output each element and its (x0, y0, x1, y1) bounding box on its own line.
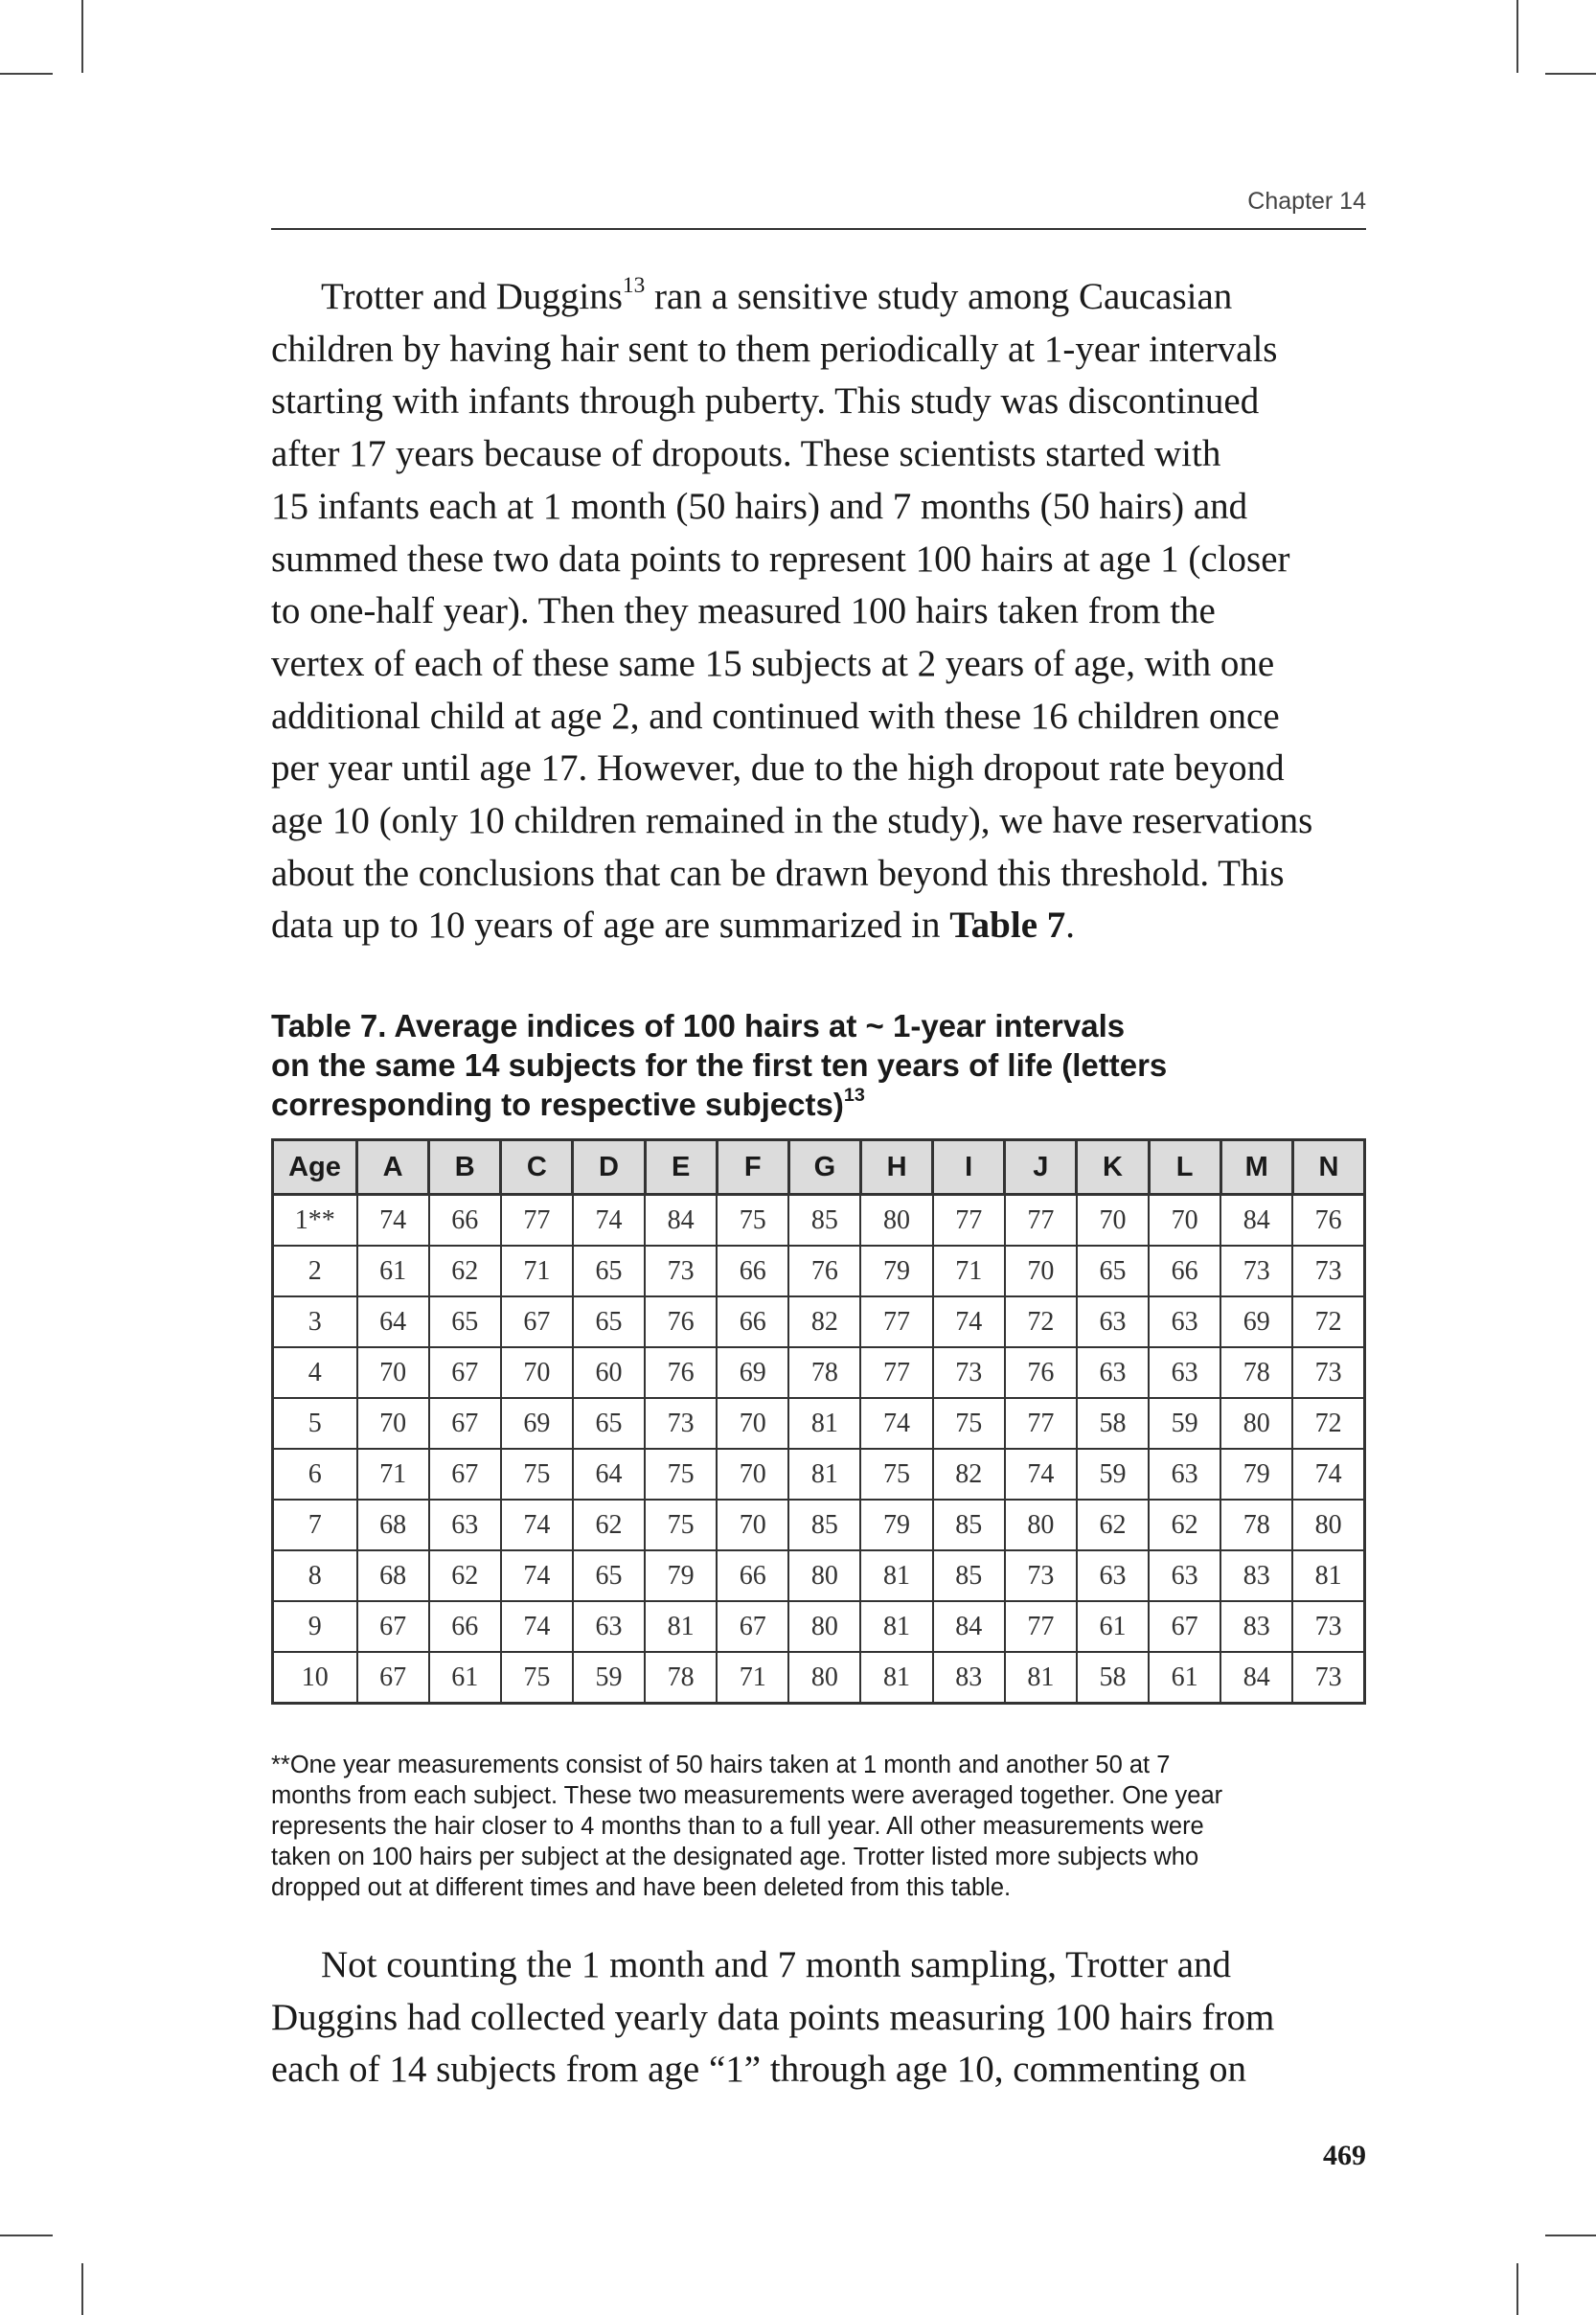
index-cell: 76 (645, 1296, 717, 1347)
footnote-line: dropped out at different times and have been deleted from this table. (271, 1874, 1012, 1901)
index-cell: 69 (717, 1347, 788, 1398)
index-cell: 72 (1005, 1296, 1077, 1347)
index-cell: 63 (1149, 1550, 1220, 1601)
index-cell: 75 (645, 1500, 717, 1550)
index-cell: 65 (573, 1550, 645, 1601)
index-cell: 77 (1005, 1601, 1077, 1652)
index-cell: 81 (860, 1601, 932, 1652)
index-cell: 85 (933, 1550, 1005, 1601)
header-cell-subject: J (1005, 1140, 1077, 1195)
index-cell: 80 (1005, 1500, 1077, 1550)
index-cell: 85 (788, 1195, 860, 1247)
index-cell: 63 (1077, 1296, 1149, 1347)
index-cell: 74 (1292, 1449, 1364, 1500)
index-cell: 81 (788, 1449, 860, 1500)
text-line: about the conclusions that can be drawn beyond this threshold. This (271, 852, 1285, 894)
index-cell: 73 (1292, 1347, 1364, 1398)
paragraph-2 (271, 1939, 1373, 2097)
index-cell: 62 (1149, 1500, 1220, 1550)
index-cell: 64 (573, 1449, 645, 1500)
header-cell-subject: K (1077, 1140, 1149, 1195)
index-cell: 60 (573, 1347, 645, 1398)
index-cell: 69 (1220, 1296, 1292, 1347)
index-cell: 84 (1220, 1652, 1292, 1704)
text-line: vertex of each of these same 15 subjects at 2 years of age, with one (271, 642, 1275, 684)
index-cell: 81 (860, 1550, 932, 1601)
header-cell-subject: H (860, 1140, 932, 1195)
age-cell: 8 (273, 1550, 357, 1601)
index-cell: 85 (933, 1500, 1005, 1550)
index-cell: 70 (1149, 1195, 1220, 1247)
index-cell: 75 (501, 1652, 573, 1704)
table-row (273, 1500, 1365, 1550)
age-cell: 1** (273, 1195, 357, 1247)
index-cell: 83 (1220, 1550, 1292, 1601)
caption-line: on the same 14 subjects for the first ten years of life (letters (271, 1047, 1168, 1083)
index-cell: 70 (717, 1449, 788, 1500)
index-cell: 77 (860, 1347, 932, 1398)
age-cell: 6 (273, 1449, 357, 1500)
index-cell: 65 (573, 1296, 645, 1347)
table-row (273, 1246, 1365, 1296)
index-cell: 63 (1077, 1347, 1149, 1398)
index-cell: 63 (573, 1601, 645, 1652)
text-line: Trotter and Duggins$^{13}$ ran a sensitive study among Caucasian (321, 272, 1233, 317)
index-cell: 70 (357, 1347, 429, 1398)
text-line: Not counting the 1 month and 7 month sampling, Trotter and (321, 1944, 1232, 1985)
index-cell: 68 (357, 1550, 429, 1601)
index-cell: 77 (501, 1195, 573, 1247)
crop-mark (1545, 73, 1596, 75)
index-cell: 74 (573, 1195, 645, 1247)
index-cell: 63 (1149, 1449, 1220, 1500)
index-cell: 81 (860, 1652, 932, 1704)
index-cell: 80 (788, 1550, 860, 1601)
footnote-line: represents the hair closer to 4 months than to a full year. All other measurements were (271, 1813, 1204, 1840)
index-cell: 64 (357, 1296, 429, 1347)
table-row (273, 1652, 1365, 1704)
header-cell-subject: B (429, 1140, 501, 1195)
index-cell: 84 (645, 1195, 717, 1247)
index-cell: 76 (1292, 1195, 1364, 1247)
index-cell: 62 (573, 1500, 645, 1550)
index-cell: 65 (573, 1398, 645, 1449)
index-cell: 82 (788, 1296, 860, 1347)
index-cell: 76 (645, 1347, 717, 1398)
index-cell: 84 (933, 1601, 1005, 1652)
age-cell: 7 (273, 1500, 357, 1550)
index-cell: 81 (788, 1398, 860, 1449)
table-row (273, 1296, 1365, 1347)
index-cell: 81 (645, 1601, 717, 1652)
index-cell: 66 (717, 1550, 788, 1601)
index-cell: 72 (1292, 1398, 1364, 1449)
index-cell: 81 (1292, 1550, 1364, 1601)
data-table (271, 1138, 1366, 1705)
age-cell: 4 (273, 1347, 357, 1398)
table-row (273, 1195, 1365, 1247)
index-cell: 71 (357, 1449, 429, 1500)
index-cell: 67 (1149, 1601, 1220, 1652)
index-cell: 73 (933, 1347, 1005, 1398)
index-cell: 74 (1005, 1449, 1077, 1500)
header-cell-subject: C (501, 1140, 573, 1195)
index-cell: 70 (717, 1398, 788, 1449)
crop-mark (0, 73, 53, 75)
index-cell: 61 (357, 1246, 429, 1296)
index-cell: 76 (1005, 1347, 1077, 1398)
index-cell: 75 (645, 1449, 717, 1500)
index-cell: 82 (933, 1449, 1005, 1500)
index-cell: 66 (1149, 1246, 1220, 1296)
table-reference: Table 7 (949, 905, 1066, 947)
index-cell: 78 (1220, 1500, 1292, 1550)
index-cell: 80 (1292, 1500, 1364, 1550)
age-cell: 9 (273, 1601, 357, 1652)
index-cell: 72 (1292, 1296, 1364, 1347)
table-caption (271, 1006, 1373, 1124)
index-cell: 75 (501, 1449, 573, 1500)
reference-superscript: 13 (622, 272, 646, 298)
index-cell: 67 (357, 1652, 429, 1704)
index-cell: 62 (429, 1550, 501, 1601)
index-cell: 58 (1077, 1398, 1149, 1449)
index-cell: 80 (1220, 1398, 1292, 1449)
index-cell: 74 (501, 1550, 573, 1601)
crop-mark (81, 2263, 83, 2315)
index-cell: 73 (1220, 1246, 1292, 1296)
index-cell: 76 (788, 1246, 860, 1296)
index-cell: 66 (429, 1601, 501, 1652)
index-cell: 71 (933, 1246, 1005, 1296)
index-cell: 77 (933, 1195, 1005, 1247)
index-cell: 62 (1077, 1500, 1149, 1550)
header-cell-subject: M (1220, 1140, 1292, 1195)
index-cell: 74 (501, 1500, 573, 1550)
table-row (273, 1550, 1365, 1601)
text-line: per year until age 17. However, due to the high dropout rate beyond (271, 747, 1285, 790)
index-cell: 69 (501, 1398, 573, 1449)
header-cell-subject: A (357, 1140, 429, 1195)
index-cell: 80 (788, 1601, 860, 1652)
index-cell: 65 (573, 1246, 645, 1296)
footnote-line: months from each subject. These two measurements were averaged together. One year (271, 1782, 1223, 1809)
index-cell: 84 (1220, 1195, 1292, 1247)
index-cell: 63 (1149, 1296, 1220, 1347)
crop-mark (1545, 2235, 1596, 2236)
table-header-row (273, 1140, 1365, 1195)
header-cell-subject: G (788, 1140, 860, 1195)
index-cell: 62 (429, 1246, 501, 1296)
index-cell: 77 (1005, 1195, 1077, 1247)
index-cell: 73 (1292, 1246, 1364, 1296)
text-line: after 17 years because of dropouts. These scientists started with (271, 433, 1221, 475)
header-cell-subject: L (1149, 1140, 1220, 1195)
age-cell: 10 (273, 1652, 357, 1704)
crop-mark (81, 0, 83, 73)
index-cell: 74 (933, 1296, 1005, 1347)
index-cell: 79 (860, 1500, 932, 1550)
index-cell: 79 (645, 1550, 717, 1601)
index-cell: 67 (357, 1601, 429, 1652)
index-cell: 66 (429, 1195, 501, 1247)
index-cell: 61 (1077, 1601, 1149, 1652)
index-cell: 61 (1149, 1652, 1220, 1704)
index-cell: 74 (501, 1601, 573, 1652)
text-line: children by having hair sent to them periodically at 1-year intervals (271, 328, 1278, 370)
footnote-line: taken on 100 hairs per subject at the designated age. Trotter listed more subjects who (271, 1844, 1199, 1870)
index-cell: 63 (429, 1500, 501, 1550)
crop-mark (0, 2235, 53, 2236)
index-cell: 83 (1220, 1601, 1292, 1652)
page-number: 469 (1323, 2140, 1366, 2171)
index-cell: 71 (501, 1246, 573, 1296)
index-cell: 63 (1077, 1550, 1149, 1601)
index-cell: 77 (860, 1296, 932, 1347)
text-line: Duggins had collected yearly data points measuring 100 hairs from (271, 1996, 1275, 2038)
index-cell: 81 (1005, 1652, 1077, 1704)
index-cell: 65 (1077, 1246, 1149, 1296)
index-cell: 67 (429, 1347, 501, 1398)
index-cell: 66 (717, 1296, 788, 1347)
table-row (273, 1347, 1365, 1398)
index-cell: 74 (860, 1398, 932, 1449)
index-cell: 70 (357, 1398, 429, 1449)
index-cell: 79 (860, 1246, 932, 1296)
footnote-line: **One year measurements consist of 50 hairs taken at 1 month and another 50 at 7 (271, 1752, 1171, 1778)
index-cell: 66 (717, 1246, 788, 1296)
table-row (273, 1449, 1365, 1500)
index-cell: 75 (860, 1449, 932, 1500)
header-cell-subject: N (1292, 1140, 1364, 1195)
index-cell: 58 (1077, 1652, 1149, 1704)
header-cell-subject: F (717, 1140, 788, 1195)
index-cell: 63 (1149, 1347, 1220, 1398)
text-line: data up to 10 years of age are summarized in Table 7. (271, 905, 1076, 947)
text-line: summed these two data points to represent 100 hairs at age 1 (closer (271, 538, 1290, 580)
reference-superscript: 13 (843, 1085, 865, 1107)
index-cell: 59 (1149, 1398, 1220, 1449)
index-cell: 78 (645, 1652, 717, 1704)
index-cell: 79 (1220, 1449, 1292, 1500)
index-cell: 73 (645, 1246, 717, 1296)
header-cell-subject: I (933, 1140, 1005, 1195)
text-line: to one-half year). Then they measured 100 hairs taken from the (271, 590, 1216, 632)
index-cell: 65 (429, 1296, 501, 1347)
table-row (273, 1601, 1365, 1652)
index-cell: 77 (1005, 1398, 1077, 1449)
index-cell: 83 (933, 1652, 1005, 1704)
index-cell: 70 (1005, 1246, 1077, 1296)
index-cell: 67 (429, 1398, 501, 1449)
index-cell: 71 (717, 1652, 788, 1704)
running-head: Chapter 14 (1247, 188, 1366, 215)
table-row (273, 1398, 1365, 1449)
age-cell: 2 (273, 1246, 357, 1296)
index-cell: 74 (357, 1195, 429, 1247)
index-cell: 68 (357, 1500, 429, 1550)
caption-line: corresponding to respective subjects)$^{13}$ (271, 1085, 865, 1122)
index-cell: 59 (573, 1652, 645, 1704)
index-cell: 61 (429, 1652, 501, 1704)
index-cell: 73 (1292, 1652, 1364, 1704)
index-cell: 75 (933, 1398, 1005, 1449)
text-line: each of 14 subjects from age “1” through age 10, commenting on (271, 2049, 1247, 2091)
index-cell: 70 (1077, 1195, 1149, 1247)
index-cell: 75 (717, 1195, 788, 1247)
index-cell: 73 (645, 1398, 717, 1449)
index-cell: 78 (1220, 1347, 1292, 1398)
index-cell: 67 (501, 1296, 573, 1347)
crop-mark (1516, 2263, 1518, 2315)
index-cell: 59 (1077, 1449, 1149, 1500)
header-cell-subject: E (645, 1140, 717, 1195)
index-cell: 80 (860, 1195, 932, 1247)
index-cell: 85 (788, 1500, 860, 1550)
index-cell: 67 (429, 1449, 501, 1500)
crop-mark (1516, 0, 1518, 73)
age-cell: 5 (273, 1398, 357, 1449)
age-cell: 3 (273, 1296, 357, 1347)
index-cell: 78 (788, 1347, 860, 1398)
text-line: age 10 (only 10 children remained in the study), we have reservations (271, 800, 1313, 842)
index-cell: 67 (717, 1601, 788, 1652)
index-cell: 70 (717, 1500, 788, 1550)
text-line: starting with infants through puberty. This study was discontinued (271, 380, 1260, 423)
header-cell-subject: D (573, 1140, 645, 1195)
caption-line: Table 7. Average indices of 100 hairs at ~ 1-year intervals (271, 1008, 1126, 1043)
text-line: 15 infants each at 1 month (50 hairs) and 7 months (50 hairs) and (271, 485, 1248, 527)
index-cell: 80 (788, 1652, 860, 1704)
index-cell: 73 (1005, 1550, 1077, 1601)
text-line: additional child at age 2, and continued with these 16 children once (271, 695, 1280, 737)
table-footnote (271, 1750, 1382, 1903)
index-cell: 70 (501, 1347, 573, 1398)
index-cell: 73 (1292, 1601, 1364, 1652)
header-cell-age: Age (273, 1140, 357, 1195)
header-rule (271, 228, 1366, 230)
paragraph-1 (271, 271, 1373, 952)
